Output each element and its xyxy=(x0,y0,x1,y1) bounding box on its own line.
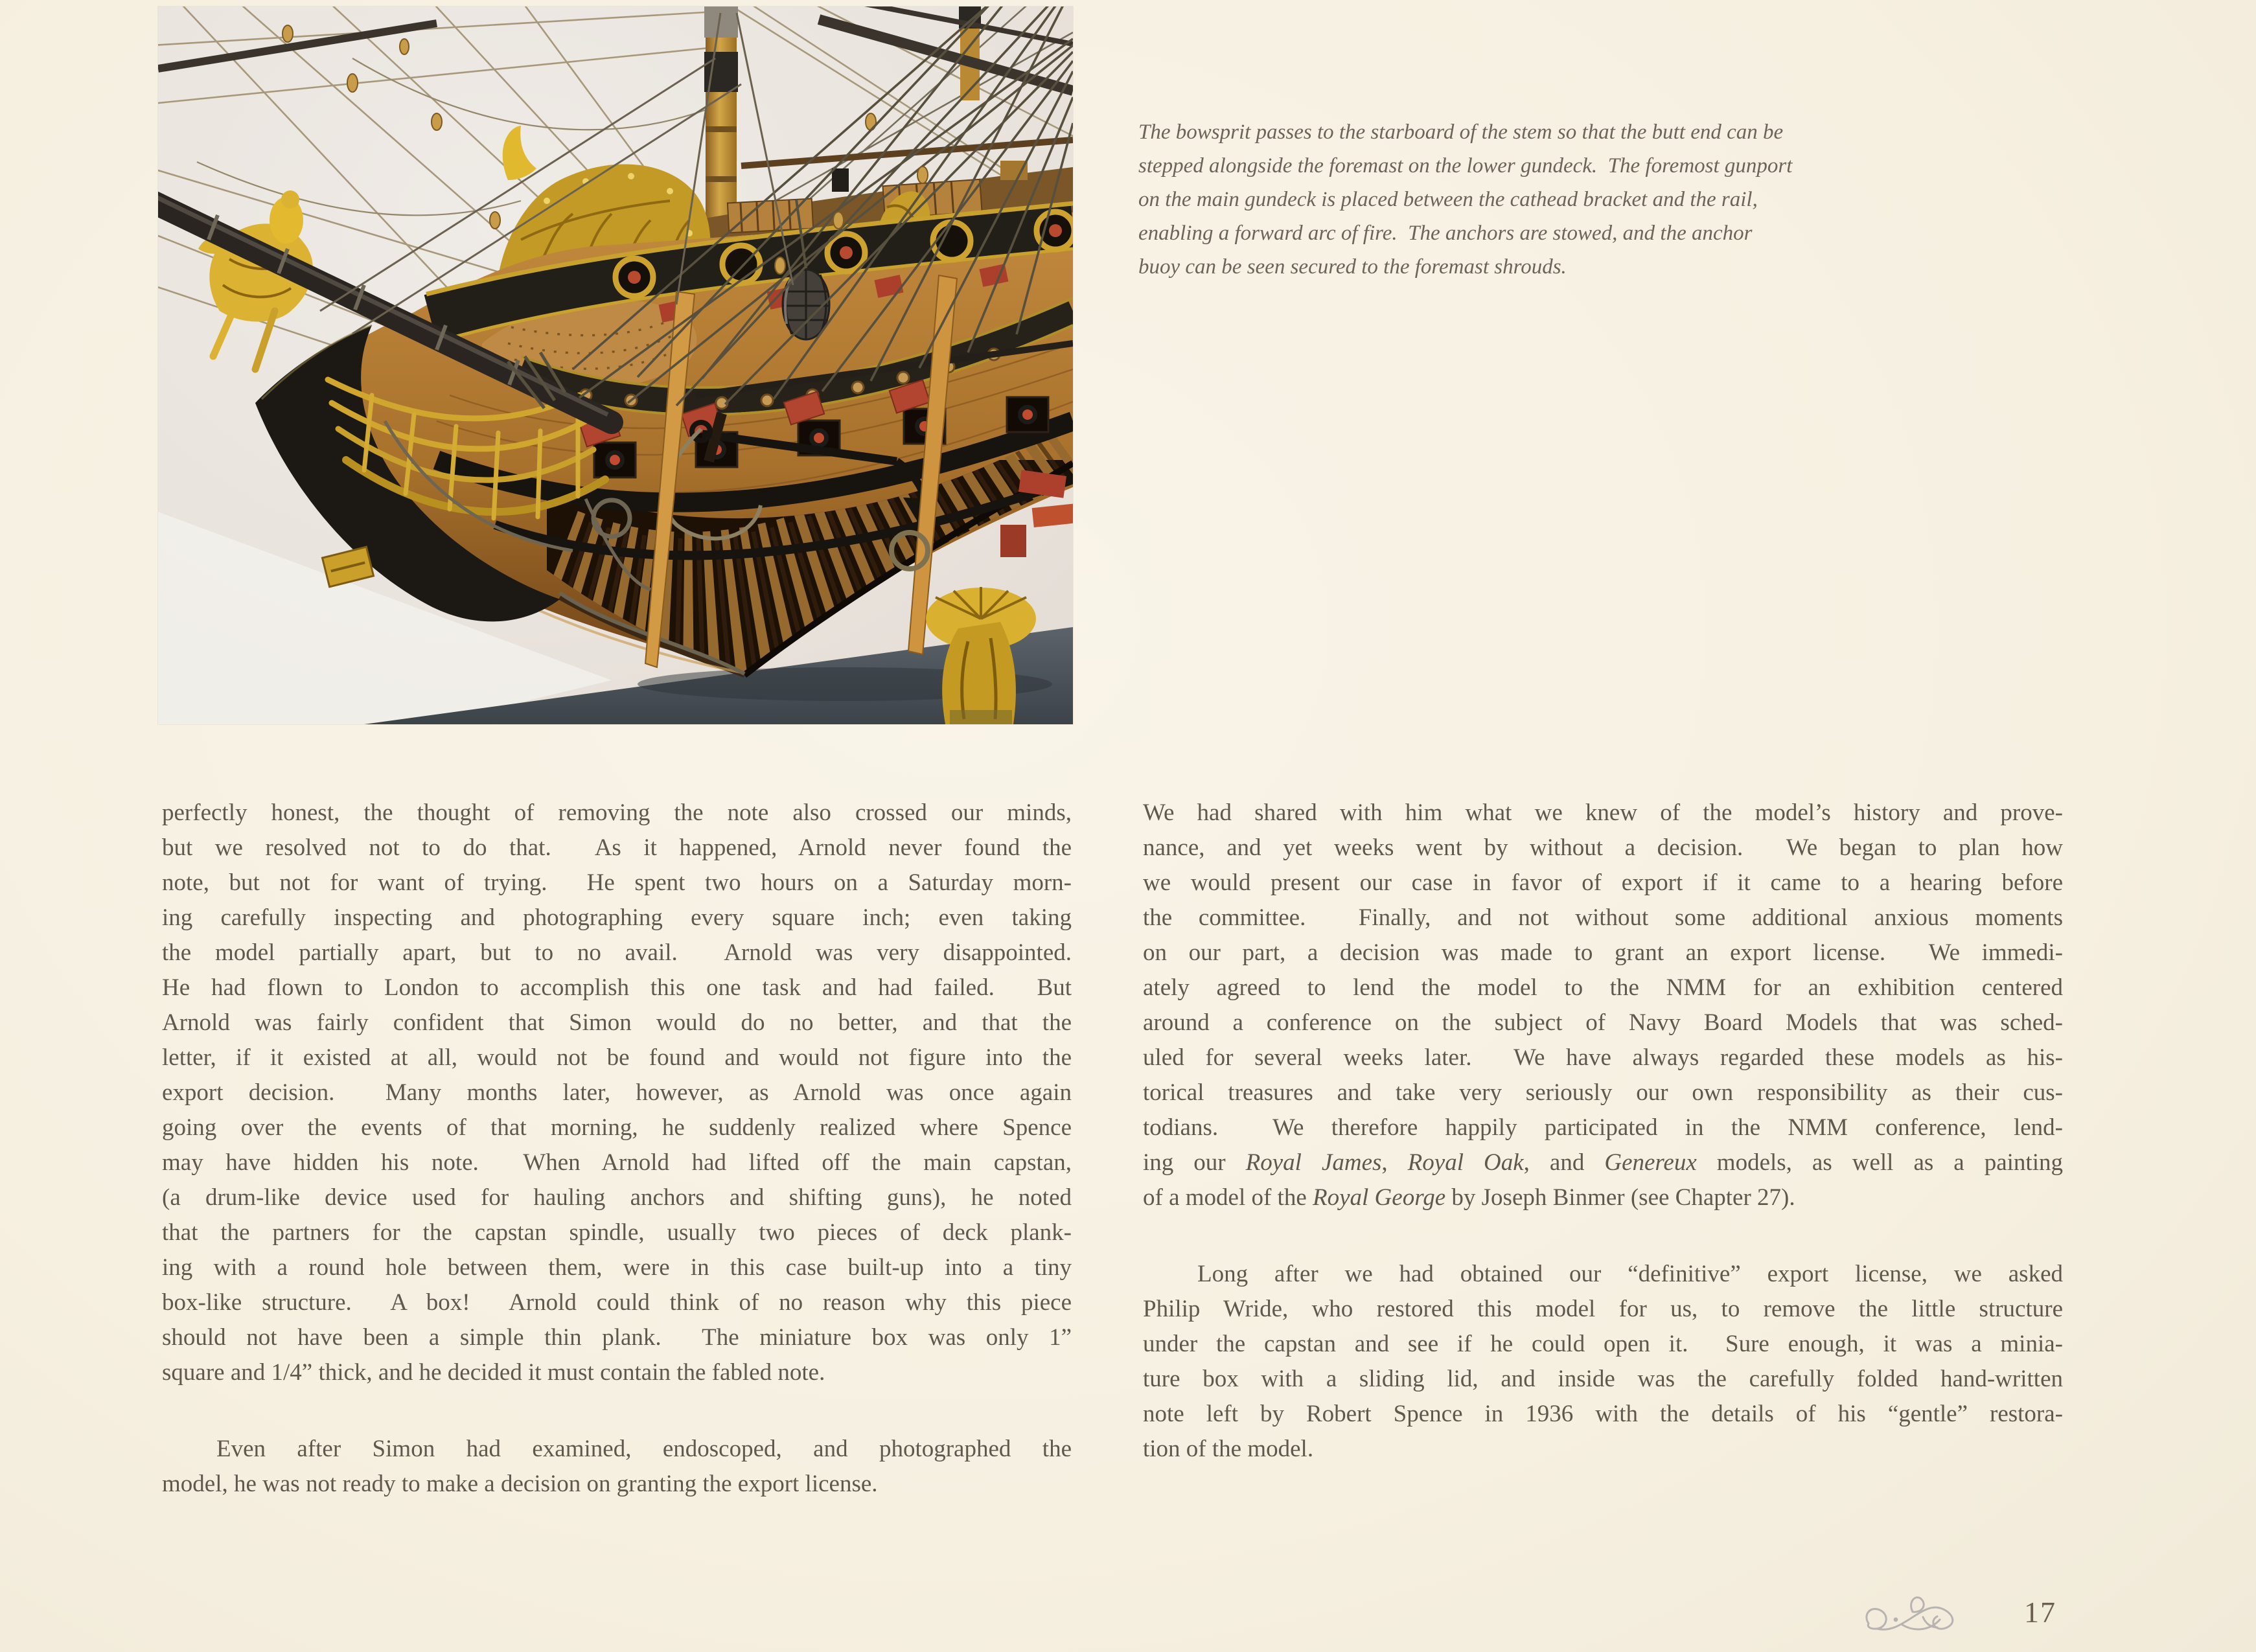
caption-line: buoy can be seen secured to the foremast shrouds. xyxy=(1138,255,1567,279)
text-line: torical treasures and take very seriously our own responsibility as their cus- xyxy=(1143,1079,2063,1106)
text-line: note left by Robert Spence in 1936 with the details of his “gentle” restora- xyxy=(1143,1401,2063,1427)
paragraph xyxy=(162,1432,1072,1502)
text-line: letter, if it existed at all, would not be found and would not figure into the xyxy=(162,1044,1072,1071)
paragraph xyxy=(162,796,1072,1390)
text-line: going over the events of that morning, he suddenly realized where Spence xyxy=(162,1114,1072,1141)
paragraph xyxy=(1143,796,2063,1215)
caption-line: on the main gundeck is placed between the cathead bracket and the rail, xyxy=(1138,188,1758,211)
text-line: of a model of the Royal George by Joseph Binmer (see Chapter 27). xyxy=(1143,1184,1795,1211)
text-line: ately agreed to lend the model to the NMM for an exhibition centered xyxy=(1143,974,2063,1001)
text-line: ing with a round hole between them, were in this case built-up into a tiny xyxy=(162,1254,1072,1281)
text-line: We had shared with him what we knew of the model’s history and prove- xyxy=(1143,799,2063,826)
ship-model-illustration xyxy=(158,6,1073,724)
photo-caption xyxy=(1138,115,1955,284)
paragraph xyxy=(1143,1257,2063,1467)
text-line: should not have been a simple thin plank. The miniature box was only 1” xyxy=(162,1324,1072,1351)
text-line: that the partners for the capstan spindle, usually two pieces of deck plank- xyxy=(162,1219,1072,1246)
body-column-left xyxy=(162,796,1072,1502)
text-line: but we resolved not to do that. As it happened, Arnold never found the xyxy=(162,834,1072,861)
text-line: perfectly honest, the thought of removing the note also crossed our minds, xyxy=(162,799,1072,826)
text-line: He had flown to London to accomplish this one task and had failed. But xyxy=(162,974,1072,1001)
text-line: around a conference on the subject of Navy Board Models that was sched- xyxy=(1143,1009,2063,1036)
ship-model-photo xyxy=(158,6,1073,724)
text-line: may have hidden his note. When Arnold had lifted off the main capstan, xyxy=(162,1149,1072,1176)
text-line: model, he was not ready to make a decision on granting the export license. xyxy=(162,1471,878,1497)
text-line: uled for several weeks later. We have always regarded these models as his- xyxy=(1143,1044,2063,1071)
caption-line: The bowsprit passes to the starboard of the stem so that the butt end can be xyxy=(1138,120,1784,144)
text-line: Long after we had obtained our “definitive” export license, we asked xyxy=(1197,1261,2063,1287)
text-line: square and 1/4” thick, and he decided it must contain the fabled note. xyxy=(162,1359,825,1386)
text-line: the committee. Finally, and not without some additional anxious moments xyxy=(1143,904,2063,931)
text-line: under the capstan and see if he could open it. Sure enough, it was a minia- xyxy=(1143,1331,2063,1357)
text-line: tion of the model. xyxy=(1143,1436,1314,1462)
caption-line: stepped alongside the foremast on the lower gundeck. The foremost gunport xyxy=(1138,154,1793,178)
text-line: note, but not for want of trying. He spent two hours on a Saturday morn- xyxy=(162,869,1072,896)
body-column-right xyxy=(1143,796,2063,1467)
flourish-ornament xyxy=(1861,1589,1971,1643)
text-line: Arnold was fairly confident that Simon would do no better, and that the xyxy=(162,1009,1072,1036)
text-line: Even after Simon had examined, endoscoped, and photographed the xyxy=(216,1436,1072,1462)
text-line: box-like structure. A box! Arnold could think of no reason why this piece xyxy=(162,1289,1072,1316)
text-line: ing carefully inspecting and photographing every square inch; even taking xyxy=(162,904,1072,931)
caption-line: enabling a forward arc of fire. The anchors are stowed, and the anchor xyxy=(1138,222,1753,245)
text-line: nance, and yet weeks went by without a decision. We began to plan how xyxy=(1143,834,2063,861)
text-line: Philip Wride, who restored this model for us, to remove the little structure xyxy=(1143,1296,2063,1322)
text-line: ing our Royal James, Royal Oak, and Genereux models, as well as a painting xyxy=(1143,1149,2063,1176)
text-line: todians. We therefore happily participated in the NMM conference, lend- xyxy=(1143,1114,2063,1141)
text-line: on our part, a decision was made to grant an export license. We immedi- xyxy=(1143,939,2063,966)
text-line: (a drum-like device used for hauling anchors and shifting guns), he noted xyxy=(162,1184,1072,1211)
text-line: export decision. Many months later, however, as Arnold was once again xyxy=(162,1079,1072,1106)
text-line: ture box with a sliding lid, and inside was the carefully folded hand-written xyxy=(1143,1366,2063,1392)
text-line: we would present our case in favor of export if it came to a hearing before xyxy=(1143,869,2063,896)
text-line: the model partially apart, but to no avail. Arnold was very disappointed. xyxy=(162,939,1072,966)
page-number: 17 xyxy=(2024,1596,2056,1629)
